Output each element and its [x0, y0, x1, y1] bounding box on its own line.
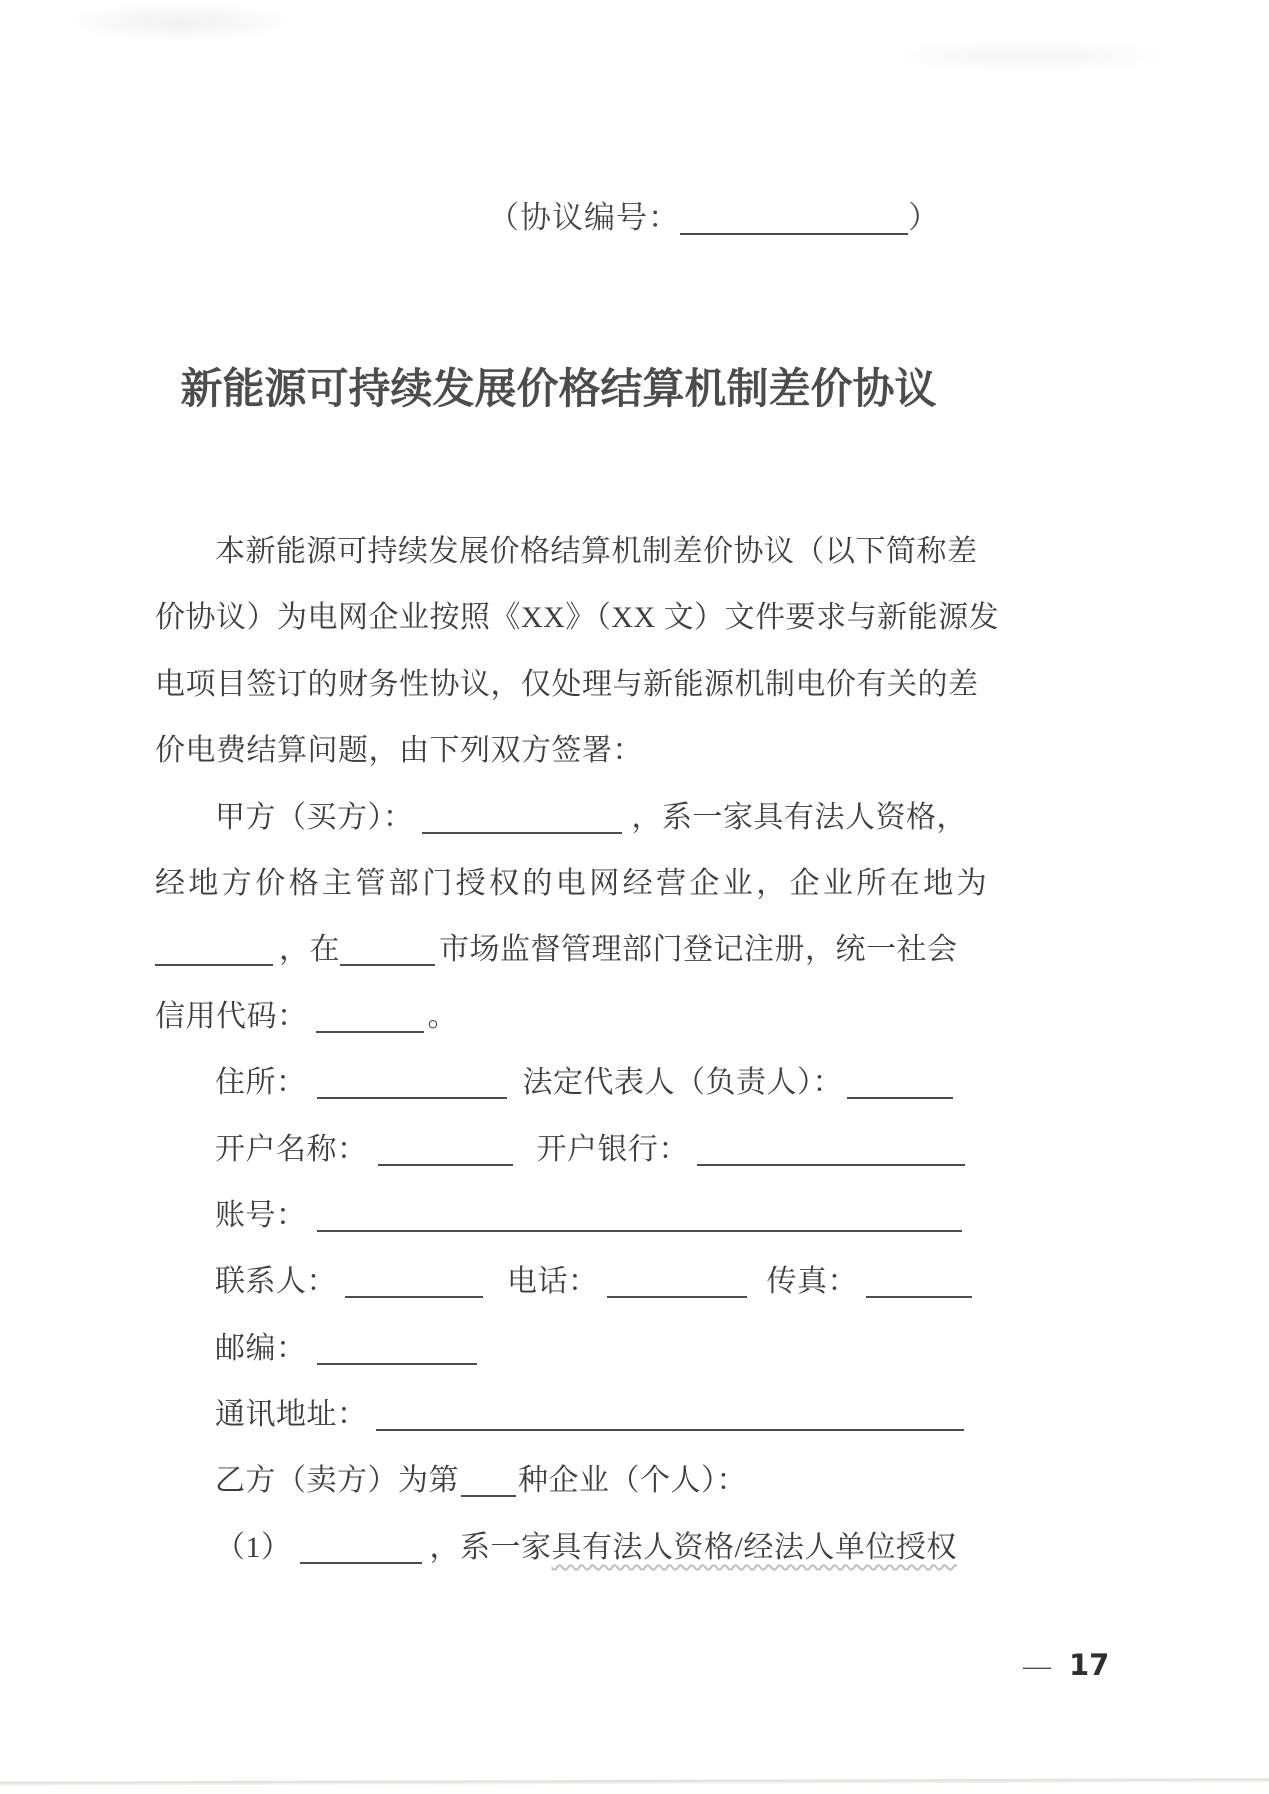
- item-1-label: （1）: [215, 1530, 292, 1564]
- postcode-label: 邮编：: [215, 1331, 307, 1365]
- intro-line-2: [155, 585, 1000, 651]
- mailing-address-label: 通讯地址：: [215, 1398, 368, 1432]
- agreement-number-close-paren: ）: [908, 200, 940, 235]
- intro-line-4: [155, 718, 970, 784]
- postcode-line: [155, 1316, 970, 1382]
- registration-authority-blank: [340, 946, 435, 966]
- party-b-label: 乙方（卖方）为第: [215, 1464, 459, 1498]
- account-number-line: [155, 1183, 970, 1249]
- footer-dash: —: [1023, 1651, 1051, 1682]
- account-name-line: [155, 1117, 970, 1183]
- credit-code-label: 信用代码：: [155, 999, 308, 1033]
- party-a-name-blank: [422, 814, 622, 834]
- phone-blank: [607, 1278, 747, 1298]
- text-segment: 种企业（个人）：: [518, 1464, 747, 1498]
- party-a-line: [155, 785, 970, 851]
- contact-line: [155, 1249, 970, 1315]
- intro-line-3: [155, 652, 979, 718]
- text-segment: ，在: [279, 933, 340, 967]
- page-number: 17: [1069, 1648, 1110, 1682]
- party-a-line-2: [155, 851, 990, 917]
- body-lines: [155, 519, 1000, 1581]
- party-b-item-1: [155, 1515, 970, 1581]
- page-footer: [1023, 1648, 1109, 1683]
- company-location-blank: [155, 946, 273, 966]
- document-title: 新能源可持续发展价格结算机制差价协议: [180, 367, 937, 413]
- scan-artifact: [60, 2, 300, 42]
- legal-rep-blank: [847, 1079, 953, 1099]
- agreement-number-blank: [680, 215, 908, 235]
- mailing-address-line: [155, 1382, 970, 1448]
- text-segment: ，系一家: [429, 1530, 552, 1564]
- residence-label: 住所：: [215, 1066, 307, 1100]
- party-a-label: 甲方（买方）：: [215, 800, 414, 834]
- agreement-number-label: （协议编号：: [488, 200, 680, 235]
- text-segment: 市场监督管理部门登记注册，统一社会: [439, 933, 958, 967]
- credit-code-blank: [316, 1013, 424, 1033]
- postcode-blank: [317, 1345, 477, 1365]
- party-b-name-blank: [300, 1544, 422, 1564]
- party-b-line: [155, 1448, 970, 1514]
- account-name-label: 开户名称：: [215, 1132, 368, 1166]
- text-segment: 经地方价格主管部门授权的电网经营企业，企业所在地为: [155, 866, 990, 900]
- enterprise-type-blank: [461, 1477, 516, 1497]
- account-number-blank: [317, 1212, 962, 1232]
- scan-edge-line: [0, 1778, 1269, 1785]
- text-segment: 价协议）为电网企业按照《XX》（XX 文）文件要求与新能源发: [155, 601, 1000, 635]
- residence-line: [155, 1050, 970, 1116]
- scan-artifact: [880, 38, 1180, 74]
- legal-rep-label: 法定代表人（负责人）：: [522, 1066, 843, 1100]
- qualification-text: 具有法人资格/经法人单位授权: [551, 1530, 957, 1564]
- fax-label: 传真：: [766, 1265, 858, 1299]
- text-segment: 。: [427, 999, 458, 1033]
- contact-label: 联系人：: [215, 1265, 337, 1299]
- contact-blank: [345, 1278, 483, 1298]
- account-name-blank: [378, 1146, 513, 1166]
- text-segment: 本新能源可持续发展价格结算机制差价协议（以下简称差: [215, 535, 978, 568]
- intro-line-1: [155, 519, 978, 585]
- fax-blank: [866, 1278, 972, 1298]
- agreement-number-line: [488, 192, 940, 237]
- credit-code-line: [155, 984, 970, 1050]
- text-segment: ，系一家具有法人资格，: [631, 800, 967, 834]
- residence-blank: [317, 1079, 507, 1099]
- account-number-label: 账号：: [215, 1198, 307, 1232]
- text-segment: 价电费结算问题，由下列双方签署：: [155, 734, 643, 768]
- bank-blank: [697, 1146, 965, 1166]
- bank-label: 开户银行：: [536, 1132, 689, 1166]
- text-segment: 电项目签订的财务性协议，仅处理与新能源机制电价有关的差: [155, 667, 979, 701]
- party-a-line-3: [155, 917, 970, 983]
- mailing-address-blank: [376, 1411, 964, 1431]
- phone-label: 电话：: [507, 1265, 599, 1299]
